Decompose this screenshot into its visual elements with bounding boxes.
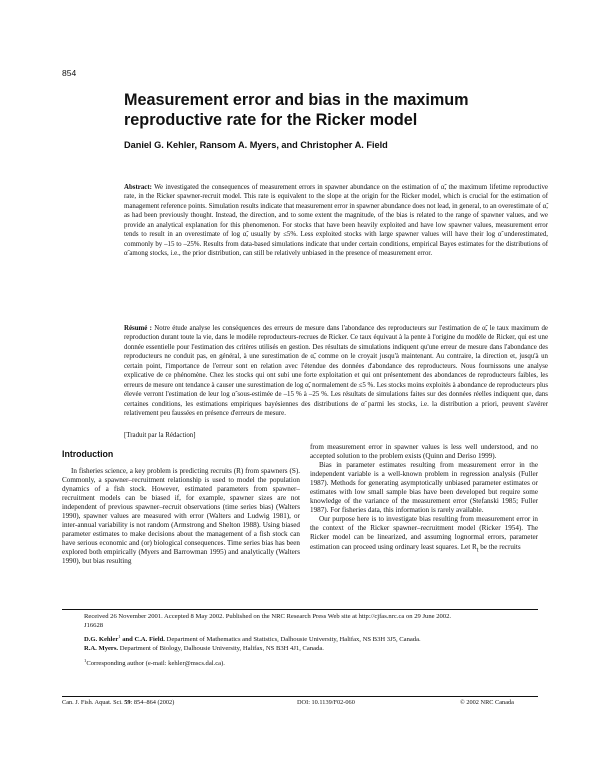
- translation-note: [Traduit par la Rédaction]: [124, 432, 196, 439]
- journal-ref: J16628: [84, 621, 104, 629]
- abstract: [124, 183, 548, 259]
- intro-paragraph-3: [310, 515, 538, 555]
- intro-paragraph-1: In fisheries science, a key problem is predicting recruits (R) from spawners (S). Commonly, a spawner–recruitment relationship is used to model the population dynamics of a fish stock. However, estimated parameters from spawner–recruitment models can be biased if, for example, spawner sizes are not independent of previous spawner–recruit observations (time series bias) (Walters 1990), spawner values are measured with error (Walters and Ludwig 1981), or inter-annual variability is not random (Armstrong and Shelton 1988). Using biased parameter estimates to make decisions about the management of a fish stock can have serious economic and (or) biological consequences. Time series bias has been explored both empirically (Myers and Barrowman 1995) and analytically (Walters 1990), but bias resulting: [62, 467, 300, 566]
- affiliation-1-and: and C.A. Field.: [120, 636, 165, 644]
- intro-paragraph-2: Bias in parameter estimates resulting from measurement error in the independent variable is a well-known problem in regression analysis (Fuller 1987). Methods for generating asymptotically unbiased parameter estimates or estimates with low small sample bias have been developed but require some knowledge of the variance of the measurement error (Stefanski 1985; Fuller 1987). For fisheries data, this information is rarely available.: [310, 461, 538, 515]
- footer-citation: [62, 699, 174, 706]
- footer-copyright: © 2002 NRC Canada: [460, 699, 514, 706]
- footer-doi: DOI: 10.1139/F02-060: [297, 699, 355, 706]
- footnote-divider: [62, 609, 538, 610]
- left-column: [62, 467, 300, 567]
- intro-paragraph-continued: from measurement error in spawner values is less well understood, and no accepted solution to the problem exists (Quinn and Deriso 1999).: [310, 443, 538, 461]
- article-title: Measurement error and bias in the maximum reproductive rate for the Ricker model: [124, 91, 469, 129]
- received-note: Received 26 November 2001. Accepted 8 May 2002. Published on the NRC Research Press Web site at http://cjfas.nrc.ca on 29 June 2002.: [84, 613, 452, 620]
- footer-volume: 59: [124, 699, 131, 706]
- footer-journal: Can. J. Fish. Aquat. Sci.: [62, 699, 123, 706]
- intro-heading: Introduction: [62, 449, 114, 459]
- affiliation-1-text: Department of Mathematics and Statistics, Dalhousie University, Halifax, NS B3H 3J5, Canada.: [164, 636, 421, 644]
- affiliation-2-text: Department of Biology, Dalhousie University, Halifax, NS B3H 4J1, Canada.: [118, 645, 324, 653]
- intro-paragraph-3-text: Our purpose here is to investigate bias resulting from measurement error in the context of the Ricker spawner–recruitment model (Ricker 1954). The Ricker model can be linearized, and assuming lognormal errors, parameter estimation can proceed using ordinary least squares. Let R: [310, 515, 538, 551]
- page-number: 854: [62, 68, 77, 78]
- affiliation-1: [84, 636, 538, 645]
- affiliation-2-names: R.A. Myers.: [84, 645, 119, 653]
- resume-text: Notre étude analyse les conséquences des erreurs de mesure dans l'abondance des reproducteurs sur l'estimation de α̃, le taux maximum de reproduction durant toute la vie, dans le modèle reproducteurs-recrues de Ricker. Ce taux équivaut à la pente à l'origine du modèle de Ricker, qui est une donnée essentielle pour l'estimation des critères utilisés en gestion. Des résultats de simulations indiquent qu'une erreur de mesure dans l'abondance des reproducteurs ne conduit pas, en général, à une surestimation de α̃, comme on le croyait jusqu'à maintenant. Au contraire, la direction et, jusqu'à un certain point, l'importance de l'erreur sont en relation avec l'étendue des données d'abondance des reproducteurs. Nous fournissons une analyse explicative de ce phénomène. Chez les stocks qui ont subi une forte exploitation et qui ont présentement des abondances de reproducteurs faibles, les erreurs de mesure ont tendance à causer une surestimation de log α̃, normalement de ≤5 %. Les stocks moins exploités à abondance de reproducteurs plus élevée verront l'estimation de leur log α̃ sous-estimée de –15 % à –25 %. Les résultats de simulations faites sur des données réelles indiquent que, dans certaines conditions, les estimations empiriques bayésiennes des distributions de α̃ parmi les stocks, i.e. la distribution a priori, peuvent s'avérer relativement peu faussées en présence d'erreurs de mesure.: [124, 325, 548, 418]
- abstract-label: Abstract:: [124, 184, 152, 191]
- subscript-t: t: [476, 546, 479, 553]
- resume: [124, 324, 548, 419]
- affiliation-2: [84, 645, 538, 654]
- resume-label: Résumé :: [124, 325, 152, 332]
- corresponding-sup: 1: [84, 657, 87, 663]
- right-column: [310, 443, 538, 555]
- abstract-text: We investigated the consequences of measurement errors in spawner abundance on the estimation of α̃, the maximum lifetime reproductive rate, in the Ricker spawner-recruit model. This rate is equivalent to the slope at the origin for the Ricker model, which is crucial for the estimation of management reference points. Simulation results indicate that measurement error in spawner abundance does not lead, in general, to an overestimate of α̃, as had been previously thought. Instead, the direction, and to some extent the magnitude, of the bias is related to the range of spawner values, and we provide an analytical explanation for this phenomenon. For stocks that have been heavily exploited and have low spawner values, measurement error tends to result in an overestimate of log α̃, usually by ≤5%. Less exploited stocks with large spawner values will have their log α̃ underestimated, commonly by –15 to –25%. Results from data-based simulations indicate that under certain conditions, empirical Bayes estimates for the distributions of α̃ among stocks, i.e., the prior distribution, can still be relatively unbiased in the presence of measurement error.: [124, 184, 548, 258]
- corresponding-text: Corresponding author (e-mail: kehler@mscs.dal.ca).: [86, 659, 225, 667]
- footnotes: [84, 613, 538, 669]
- footer-pages: : 854–864 (2002): [130, 699, 175, 706]
- intro-paragraph-3-end: be the recruits: [478, 542, 521, 551]
- author-list: Daniel G. Kehler, Ransom A. Myers, and Christopher A. Field: [124, 140, 388, 150]
- affiliation-1-sup: 1: [118, 634, 121, 640]
- corresponding-author: [84, 657, 538, 669]
- affiliation-1-names: D.G. Kehler: [84, 636, 119, 644]
- footer-divider: [62, 696, 538, 697]
